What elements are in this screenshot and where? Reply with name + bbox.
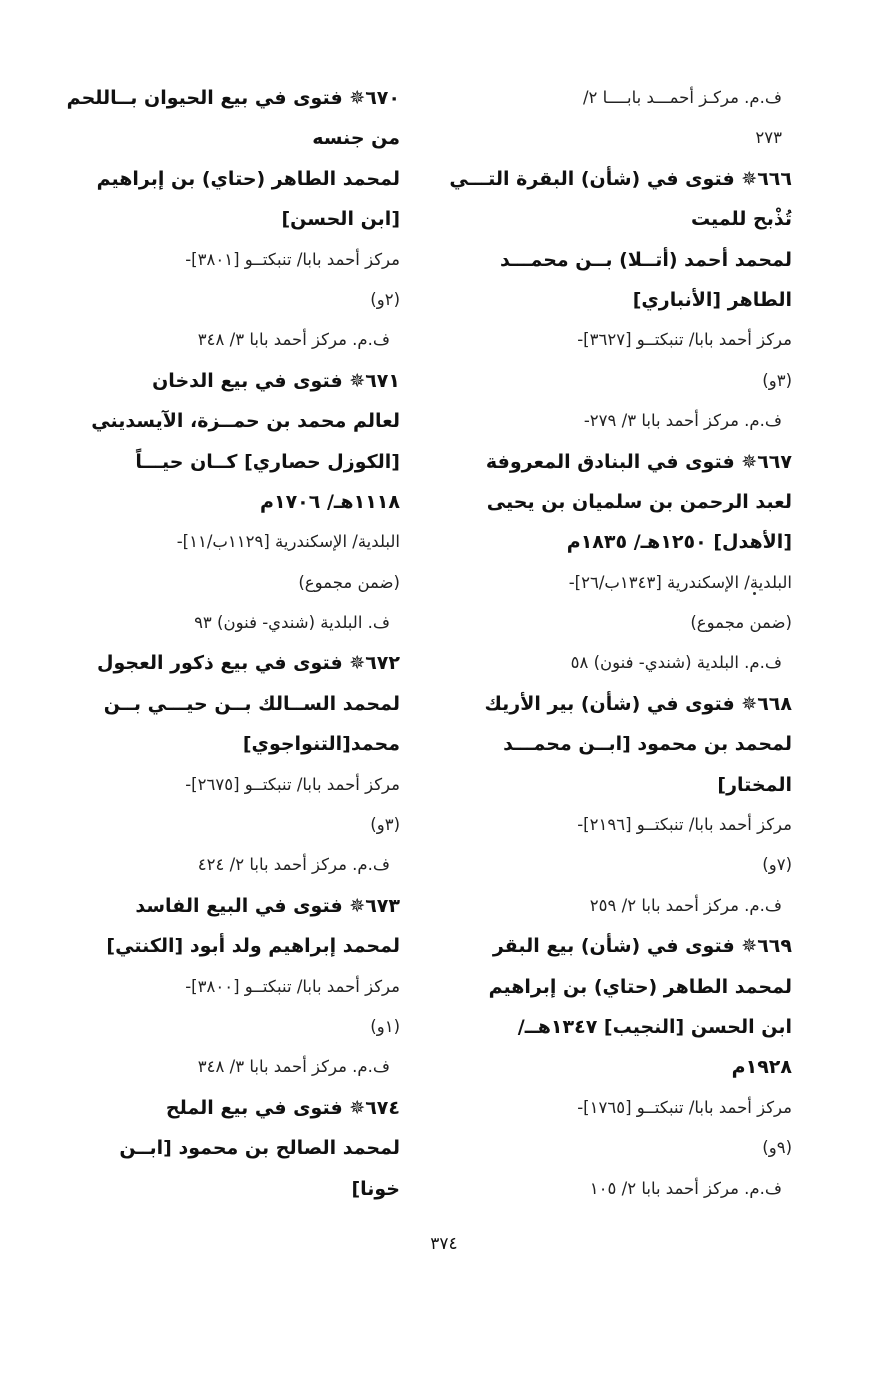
left-column-line: ف.م. مركز أحمد بابا ٢/ ٤٢٤ [197, 855, 390, 875]
left-column-line: ٦٧٠✵ فتوى في بيع الحيوان بــاللحم [66, 87, 400, 109]
left-column-line: البلدية/ الإسكندرية [١١٢٩ب/١١]- [176, 532, 400, 552]
right-column-line: لعبد الرحمن بن سلميان بن يحيى [486, 490, 792, 513]
speck-mark [753, 592, 756, 595]
left-column-line: (١و) [370, 1016, 400, 1036]
left-column-line: مركز أحمد بابا/ تنبكتــو [٣٨٠١]- [185, 249, 400, 269]
right-column-line: ف.م. مركـز أحمـــد بابــــا ٢/ [582, 88, 782, 107]
right-column-line: (٩و) [762, 1138, 792, 1158]
left-column-line: ٦٧١✵ فتوى في بيع الدخان [152, 369, 400, 392]
right-column-line: لمحمد بن محمود [ابــن محمـــد [503, 733, 792, 756]
right-column-line: [الأهدل] ١٢٥٠هـ/ ١٨٣٥م [566, 531, 792, 554]
left-column-line: لعالم محمد بن حمــزة، الآيسديني [91, 410, 400, 433]
right-column-line: المختار] [717, 773, 792, 796]
right-column-line: لمحمد أحمد (أتــلا) بــن محمـــد [500, 248, 792, 271]
right-column-line: الطاهر [الأنباري] [632, 288, 792, 311]
left-column-line: [ابن الحسن] [281, 208, 400, 231]
right-column-line: لمحمد الطاهر (حتاي) بن إبراهيم [488, 975, 792, 998]
left-column-line: لمحمد الســالك بــن حيـــي بــن [103, 692, 400, 715]
right-column-line: مركز أحمد بابا/ تنبكتــو [٢١٩٦]- [577, 815, 792, 835]
right-column-line: (ضمن مجموع) [690, 613, 792, 633]
left-column-line: مركز أحمد بابا/ تنبكتــو [٣٨٠٠]- [185, 976, 400, 996]
page-number: ٣٧٤ [430, 1234, 458, 1254]
right-column-line: ٦٦٩✵ فتوى في (شأن) بيع البقر [492, 935, 792, 958]
left-column-line: من جنسه [312, 127, 400, 150]
left-column-line: ١١١٨هـ/ ١٧٠٦م [260, 490, 400, 513]
right-column-line: ٢٧٣ [755, 128, 782, 148]
left-column-line: ف.م. مركز أحمد بابا ٣/ ٣٤٨ [197, 330, 390, 350]
right-column-line: البلدية/ الإسكندرية [١٣٤٣ب/٢٦]- [568, 572, 792, 592]
left-column-line: (٢و) [370, 289, 400, 309]
left-column-line: لمحمد الطاهر (حتاي) بن إبراهيم [96, 167, 400, 190]
left-column-line: (ضمن مجموع) [298, 572, 400, 592]
right-column-line: ف.م. البلدية (شندي- فنون) ٥٨ [570, 653, 782, 673]
left-column-line: (٣و) [370, 815, 400, 835]
right-column-line: ف.م. مركز أحمد بابا ٢/ ٢٥٩ [589, 895, 782, 915]
right-column [440, 78, 792, 1209]
right-column-line: ١٩٢٨م [731, 1056, 792, 1079]
right-column-line: ف.م. مركز أحمد بابا ٢/ ١٠٥ [589, 1178, 782, 1198]
right-column-line: مركز أحمد بابا/ تنبكتــو [١٧٦٥]- [577, 1097, 792, 1117]
left-column-line: [الكوزل حصاري] كــان حيـــاً [135, 450, 400, 473]
left-column-line: خونا] [351, 1177, 400, 1200]
left-column-line: لمحمد الصالح بن محمود [ابــن [119, 1137, 400, 1160]
left-column-line: مركز أحمد بابا/ تنبكتــو [٢٦٧٥]- [185, 774, 400, 794]
right-column-line: ٦٦٨✵ فتوى في (شأن) بير الأريك [484, 692, 792, 715]
right-column-line: ٦٦٧✵ فتوى في البنادق المعروفة [485, 450, 792, 473]
left-column-line: ف.م. مركز أحمد بابا ٣/ ٣٤٨ [197, 1057, 390, 1077]
left-column-line: ٦٧٤✵ فتوى في بيع الملح [165, 1096, 400, 1119]
right-column-line: (٣و) [762, 370, 792, 390]
right-column-line: (٧و) [762, 855, 792, 875]
left-column-line: ٦٧٢✵ فتوى في بيع ذكور العجول [97, 652, 400, 675]
right-column-line: تُذْبح للميت [690, 208, 792, 231]
left-column [55, 78, 400, 1209]
right-column-line: ابن الحسن [النجيب] ١٣٤٧هــ/ [517, 1015, 792, 1038]
right-column-line: مركز أحمد بابا/ تنبكتــو [٣٦٢٧]- [577, 330, 792, 350]
left-column-line: ٦٧٣✵ فتوى في البيع الفاسد [135, 894, 400, 917]
left-column-line: محمد[التنواجوي] [242, 733, 400, 756]
right-column-line: ف.م. مركز أحمد بابا ٣/ ٢٧٩- [583, 411, 782, 431]
left-column-line: لمحمد إبراهيم ولد أبود [الكنتي] [106, 935, 400, 958]
left-column-line: ف. البلدية (شندي- فنون) ٩٣ [194, 613, 390, 633]
right-column-line: ٦٦٦✵ فتوى في (شأن) البقرة التـــي [449, 167, 792, 190]
